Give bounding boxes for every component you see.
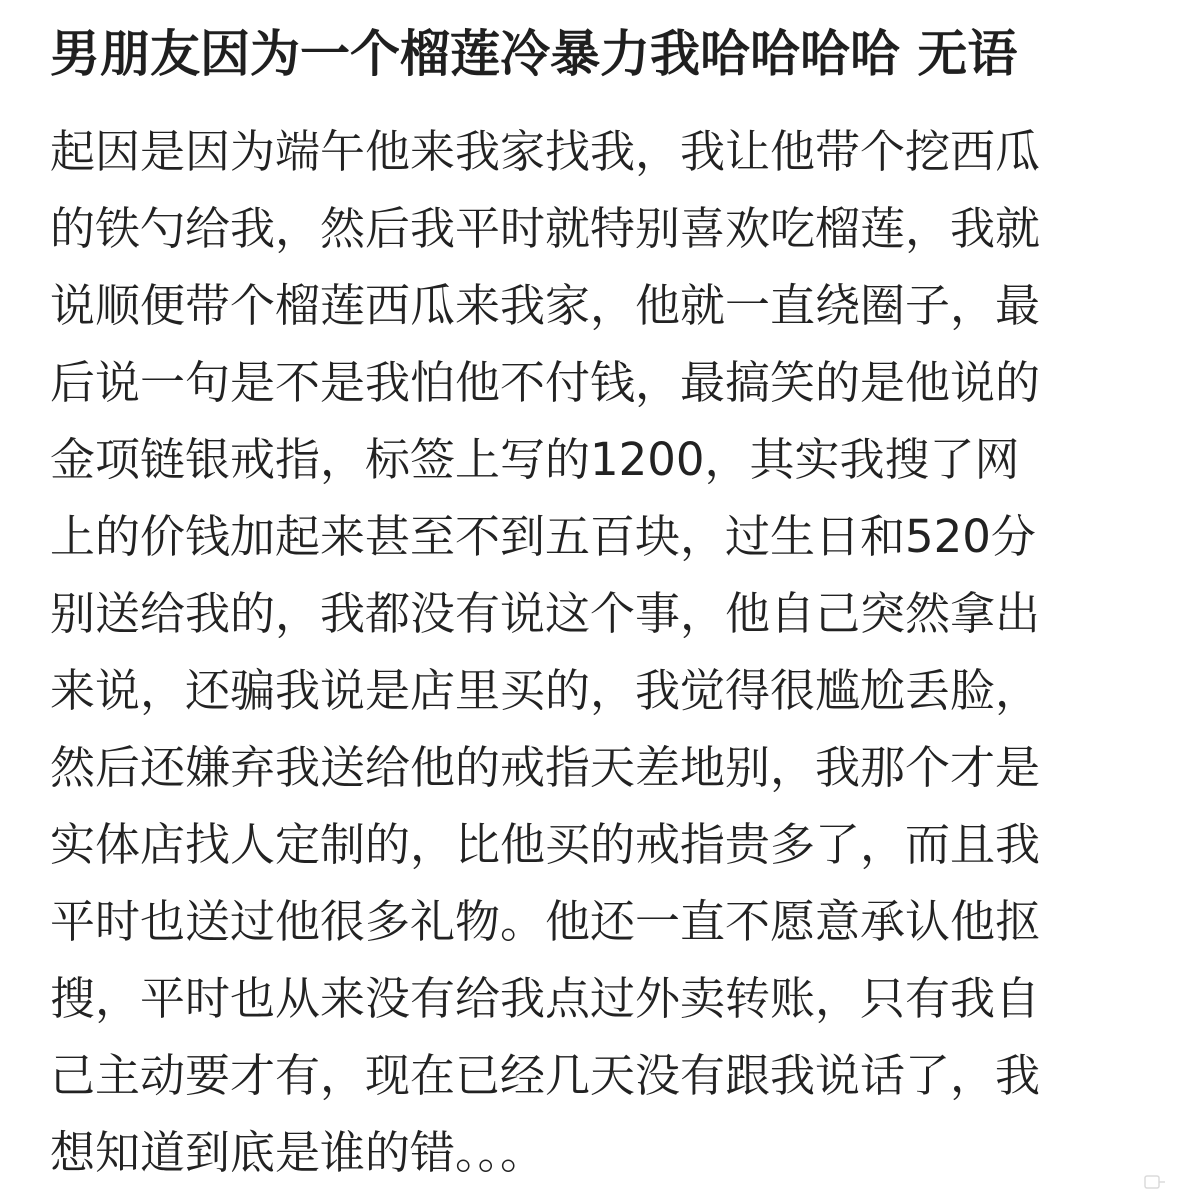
post-title: 男朋友因为一个榴莲冷暴力我哈哈哈哈 无语	[50, 25, 1018, 83]
post-body-line: 别送给我的，我都没有说这个事，他自己突然拿出	[50, 587, 1041, 640]
post-body-line: 来说，还骗我说是店里买的，我觉得很尴尬丢脸，	[50, 664, 1041, 717]
watermark-logo-icon	[1144, 1173, 1166, 1191]
post-body-line: 后说一句是不是我怕他不付钱，最搞笑的是他说的	[50, 356, 1041, 409]
post-body-line: 平时也送过他很多礼物。他还一直不愿意承认他抠	[50, 895, 1041, 948]
post-body-line: 说顺便带个榴莲西瓜来我家，他就一直绕圈子，最	[50, 279, 1041, 332]
post-body-line: 搜，平时也从来没有给我点过外卖转账，只有我自	[50, 972, 1041, 1025]
post-body-line: 金项链银戒指，标签上写的1200，其实我搜了网	[50, 433, 1020, 486]
post-body-line: 的铁勺给我，然后我平时就特别喜欢吃榴莲，我就	[50, 202, 1041, 255]
post-body-line: 己主动要才有，现在已经几天没有跟我说话了，我	[50, 1049, 1041, 1102]
watermark	[1144, 1173, 1171, 1191]
post-body-line: 起因是因为端午他来我家找我，我让他带个挖西瓜	[50, 125, 1041, 178]
post-body-line: 实体店找人定制的，比他买的戒指贵多了，而且我	[50, 818, 1041, 871]
post-body-line: 然后还嫌弃我送给他的戒指天差地别，我那个才是	[50, 741, 1041, 794]
post-body	[50, 113, 1140, 1191]
post-body-line: 想知道到底是谁的错。。。	[50, 1126, 546, 1179]
post-body-line: 上的价钱加起来甚至不到五百块，过生日和520分	[50, 510, 1036, 563]
